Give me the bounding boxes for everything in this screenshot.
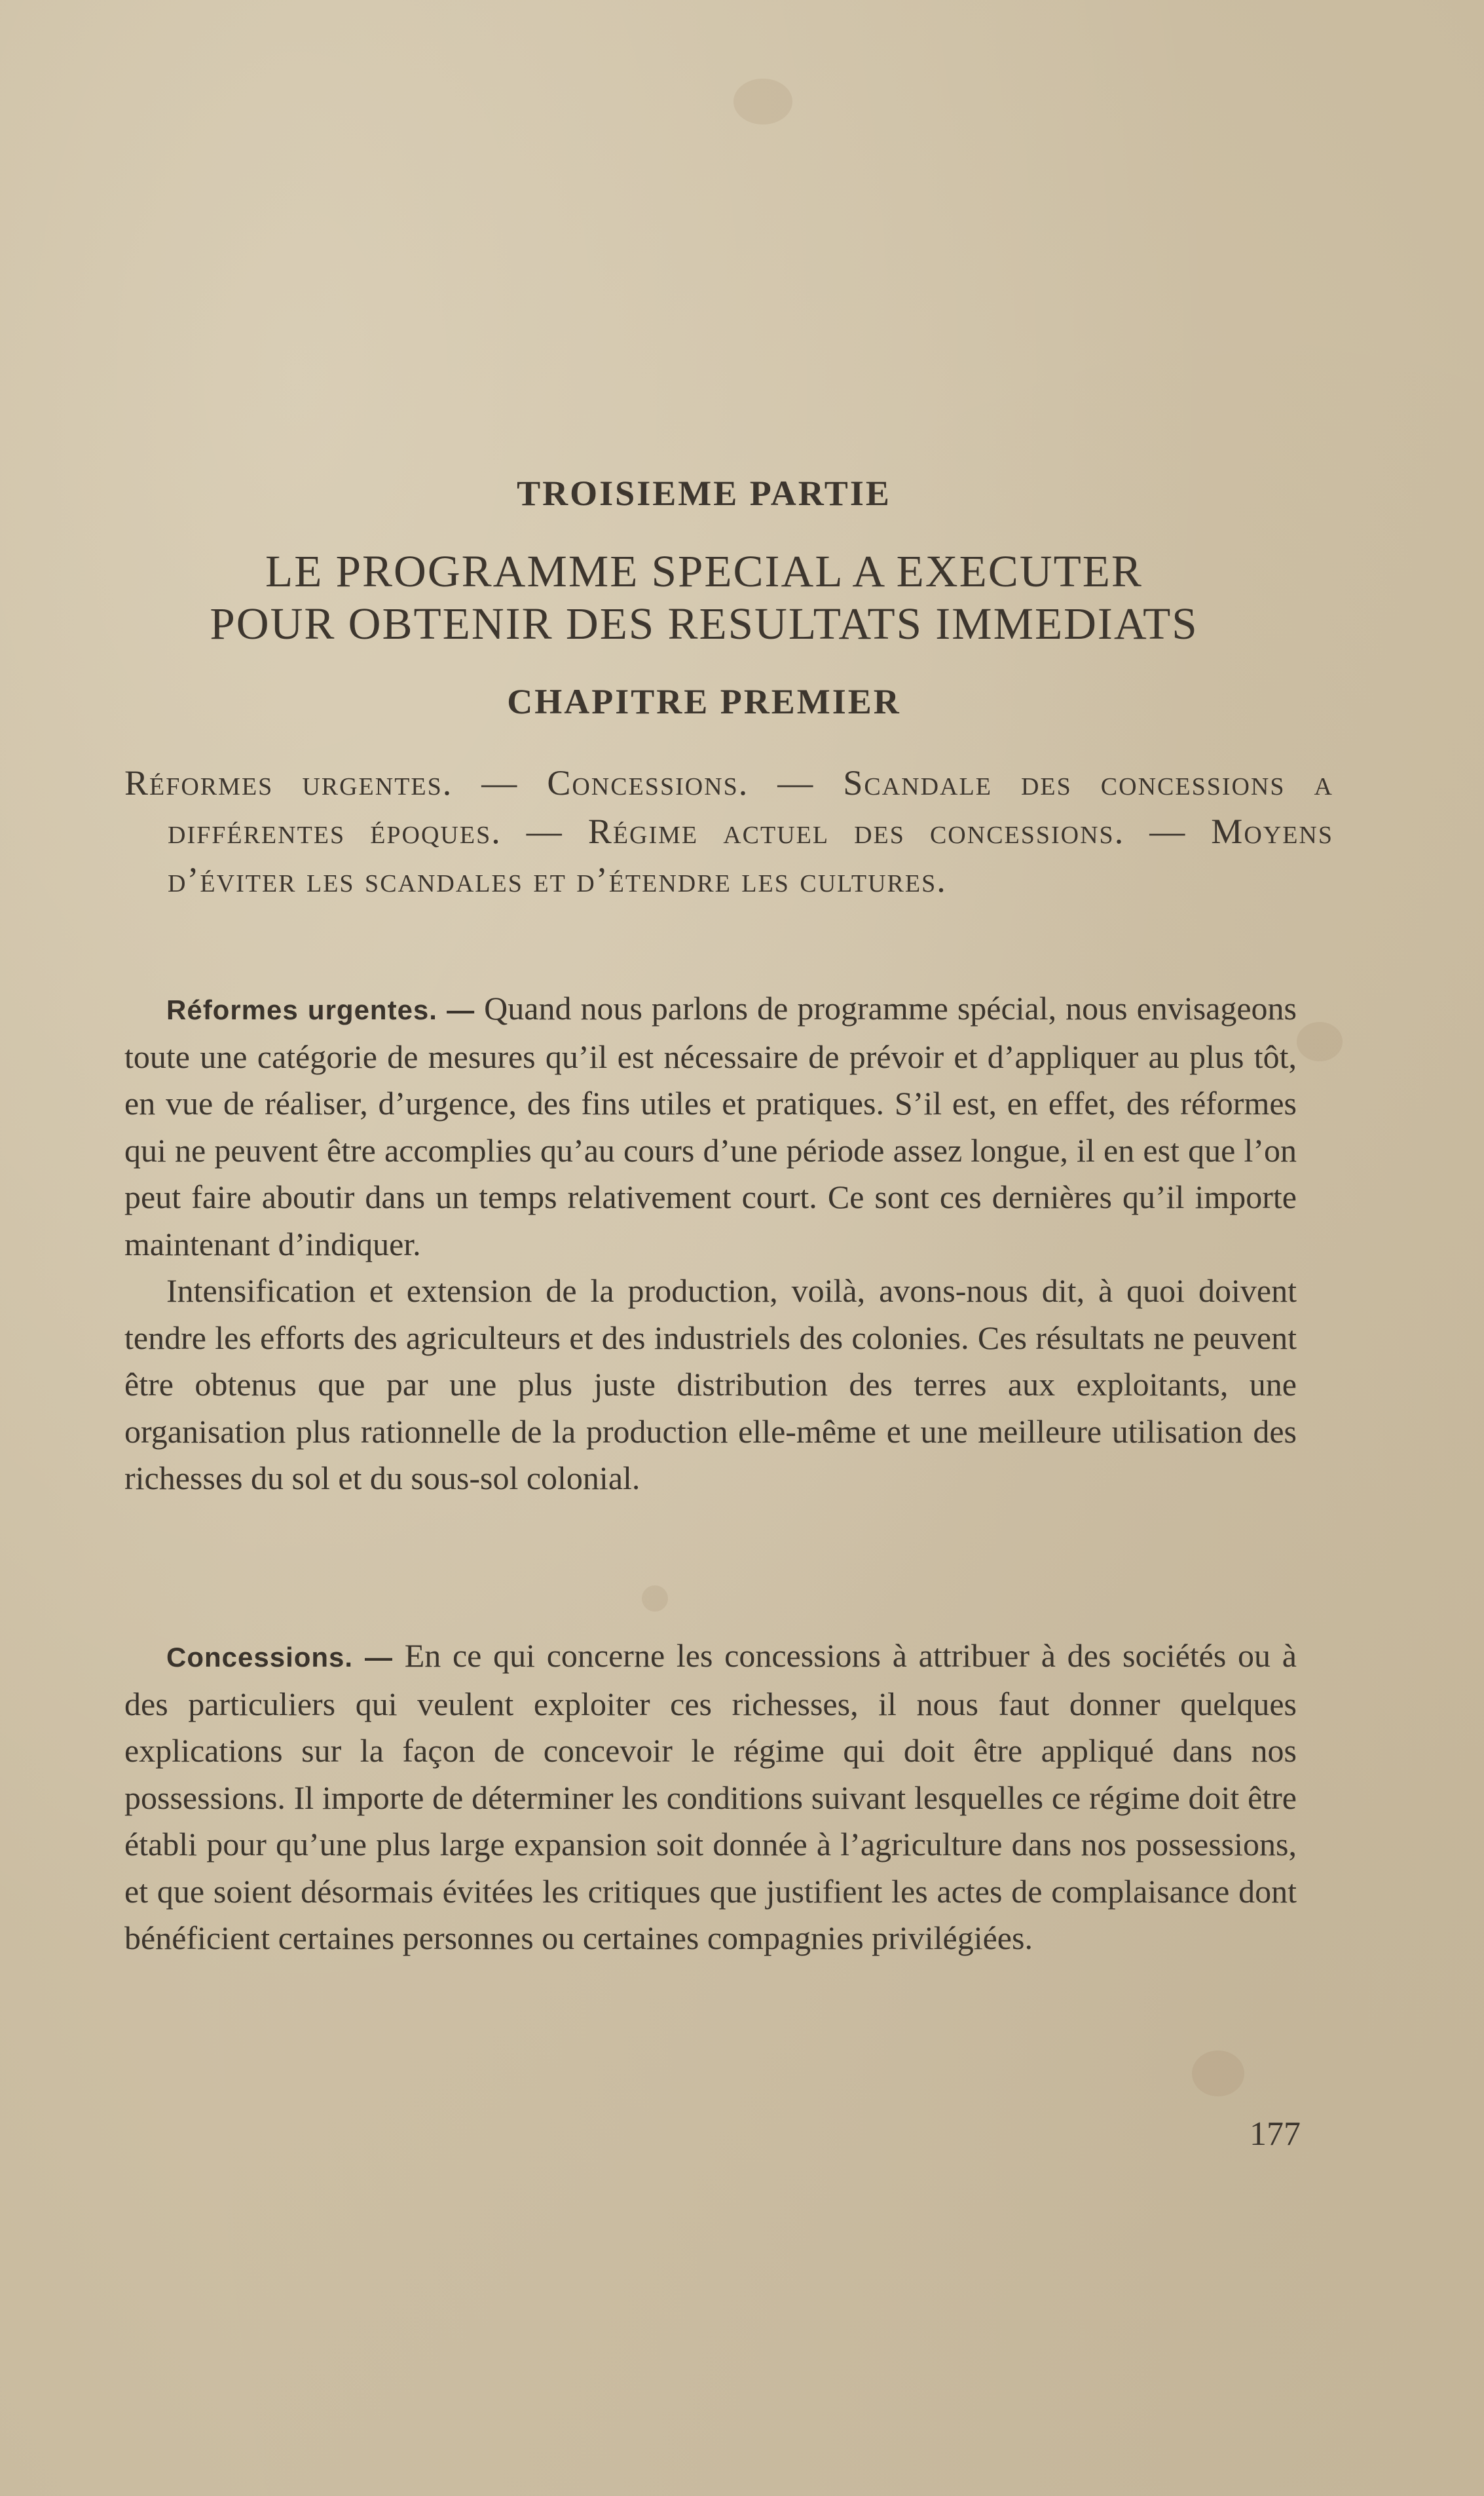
paragraph bbox=[124, 1268, 1297, 1502]
section-reformes-urgentes bbox=[124, 985, 1297, 1502]
chapter-title: CHAPITRE PREMIER bbox=[507, 682, 901, 721]
paragraph-text: En ce qui concerne les concessions à attribuer à des sociétés ou à des particuliers qui veulent exploiter ces richesses, il nous faut donner quelques explications sur la façon de concevoir le régime qui doit être appliqué dans nos possessions. Il importe de déterminer les conditions suivant lesquelles ce régime doit être établi pour qu’une plus large expansion soit donnée à l’agriculture dans nos possessions, et que soient désormais évitées les critiques que justifient les actes de complaisance dont bénéficient certaines personnes ou certaines compagnies privilégiées. bbox=[124, 1637, 1297, 1956]
section-heading: Concessions. — bbox=[166, 1642, 393, 1673]
paper-stain bbox=[1297, 1022, 1343, 1061]
page-number: 177 bbox=[1250, 2115, 1301, 2153]
section-concessions bbox=[124, 1633, 1297, 1962]
paper-stain bbox=[1192, 2051, 1244, 2096]
part-title: TROISIEME PARTIE bbox=[517, 474, 891, 513]
main-title-line: POUR OBTENIR DES RESULTATS IMMEDIATS bbox=[210, 599, 1198, 649]
section-heading: Réformes urgentes. — bbox=[166, 994, 475, 1025]
paragraph-text: Intensification et extension de la production, voilà, avons-nous dit, à quoi doivent tendre les efforts des agriculteurs et des industriels des colonies. Ces résultats ne peuvent être obtenus que par une plus juste distribution des terres aux exploitants, une organisation plus rationnelle de la production elle-même et une meilleure utilisation des richesses du sol et du sous-sol colonial. bbox=[124, 1272, 1297, 1496]
paragraph bbox=[124, 1633, 1297, 1962]
paper-stain bbox=[733, 79, 792, 124]
main-title bbox=[0, 545, 1408, 650]
paper-stain bbox=[642, 1585, 668, 1612]
paragraph bbox=[124, 985, 1297, 1268]
paragraph-text: Quand nous parlons de programme spécial, nous envisageons toute une catégorie de mesures qu’il est nécessaire de prévoir et d’appliquer au plus tôt, en vue de réaliser, d’urgence, des fins utiles et pratiques. S’il est, en effet, des réformes qui ne peuvent être accomplies qu’au cours d’une période assez longue, il en est que l’on peut faire aboutir dans un temps relativement court. Ce sont ces dernières qu’il importe maintenant d’indiquer. bbox=[124, 990, 1297, 1262]
main-title-line: LE PROGRAMME SPECIAL A EXECUTER bbox=[265, 546, 1143, 596]
chapter-summary: Réformes urgentes. — Concessions. — Scandale des concessions a différentes époques. — Régime actuel des concessions. — Moyens d’éviter les scandales et d’étendre les cultures. bbox=[124, 763, 1333, 899]
